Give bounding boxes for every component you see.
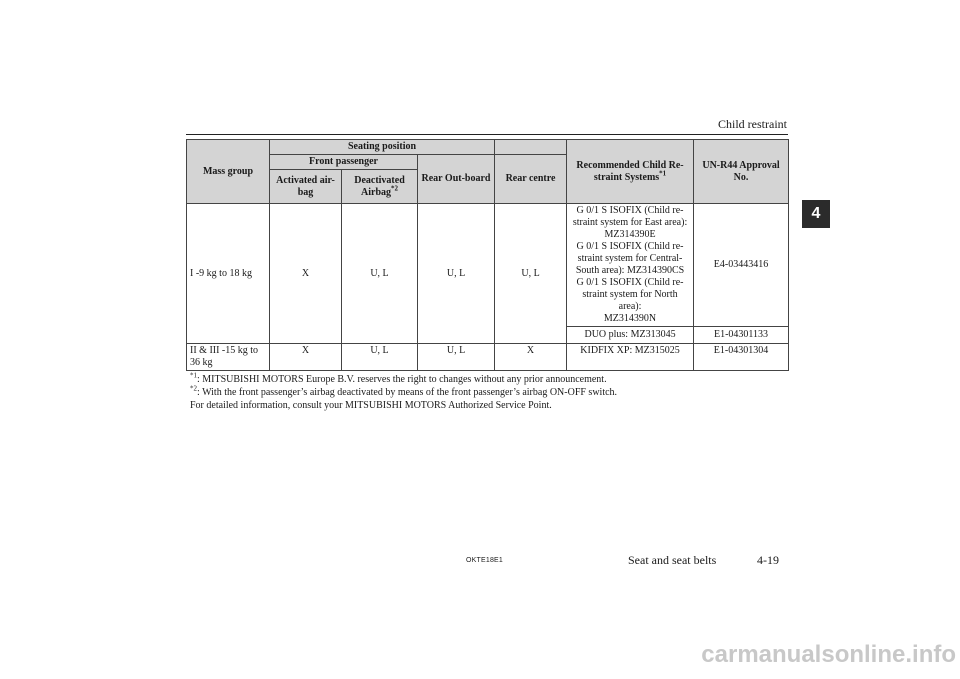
header-recommended-systems (567, 140, 694, 204)
system-line: South area): MZ314390CS (575, 265, 685, 276)
footnote-2 (190, 386, 617, 399)
system-line: straint system for East area): (572, 217, 688, 228)
footnote-ref-1: *1 (659, 169, 667, 178)
cell-deactivated: U, L (342, 344, 418, 371)
header-activated-airbag: Activated air-bag (270, 170, 342, 204)
table-row (187, 344, 789, 371)
cell-activated: X (270, 344, 342, 371)
system-line: MZ314390E (604, 229, 656, 240)
header-mass-group: Mass group (187, 140, 270, 204)
system-line: G 0/1 S ISOFIX (Child re- (576, 277, 684, 288)
cell-rear-outboard: U, L (418, 344, 495, 371)
header-rule (186, 134, 788, 135)
system-line: G 0/1 S ISOFIX (Child re- (576, 241, 684, 252)
cell-rear-outboard: U, L (418, 204, 495, 344)
footnote-marker: *2 (190, 384, 197, 393)
cell-activated: X (270, 204, 342, 344)
footnote-1 (190, 373, 617, 386)
header-rear-centre: Rear centre (495, 155, 567, 204)
header-deactivated-airbag (342, 170, 418, 204)
cell-recommended-system: KIDFIX XP: MZ315025 (567, 344, 694, 371)
cell-deactivated: U, L (342, 204, 418, 344)
cell-mass-group: I -9 kg to 18 kg (187, 204, 270, 344)
cell-rear-centre: X (495, 344, 567, 371)
footer-code: OKTE18E1 (466, 557, 504, 564)
cell-recommended-system: DUO plus: MZ313045 (567, 327, 694, 344)
footnote-ref-2: *2 (391, 184, 398, 193)
cell-approval: E1-04301133 (694, 327, 789, 344)
system-line: MZ314390N (603, 313, 657, 324)
child-restraint-table (186, 139, 789, 371)
footnotes (190, 373, 617, 412)
header-deactivated-text: Deactivated Airbag (354, 174, 405, 198)
cell-mass-group: II & III -15 kg to 36 kg (187, 344, 270, 371)
system-line: G 0/1 S ISOFIX (Child re- (576, 205, 684, 216)
service-note: For detailed information, consult your MITSUBISHI MOTORS Authorized Service Point. (190, 400, 552, 411)
cell-recommended-system (567, 204, 694, 327)
page-number: 4-19 (757, 553, 779, 567)
cell-approval: E4-03443416 (694, 204, 789, 327)
system-line: straint system for Central- (577, 253, 683, 264)
header-front-passenger: Front passenger (270, 155, 418, 170)
footnote-text: : MITSUBISHI MOTORS Europe B.V. reserves the right to changes without any prior announcement. (197, 374, 607, 385)
page-header-title: Child restraint (718, 117, 787, 131)
footer-section-title: Seat and seat belts (628, 553, 717, 567)
header-approval: UN-R44 Approval No. (694, 140, 789, 204)
chapter-tab: 4 (802, 200, 830, 228)
system-line: straint system for North area): (582, 289, 678, 312)
cell-rear-centre: U, L (495, 204, 567, 344)
header-recommended-text: Recommended Child Re-straint Systems (576, 159, 684, 183)
cell-approval: E1-04301304 (694, 344, 789, 371)
header-seating-position: Seating position (270, 140, 495, 155)
footnote-marker: *1 (190, 371, 197, 380)
table-row (187, 204, 789, 327)
watermark: carmanualsonline.info (701, 641, 956, 668)
header-blank (495, 140, 567, 155)
header-rear-outboard: Rear Out-board (418, 155, 495, 204)
footnote-text: : With the front passenger’s airbag deactivated by means of the front passenger’s airbag ON-OFF switch. (197, 387, 618, 398)
